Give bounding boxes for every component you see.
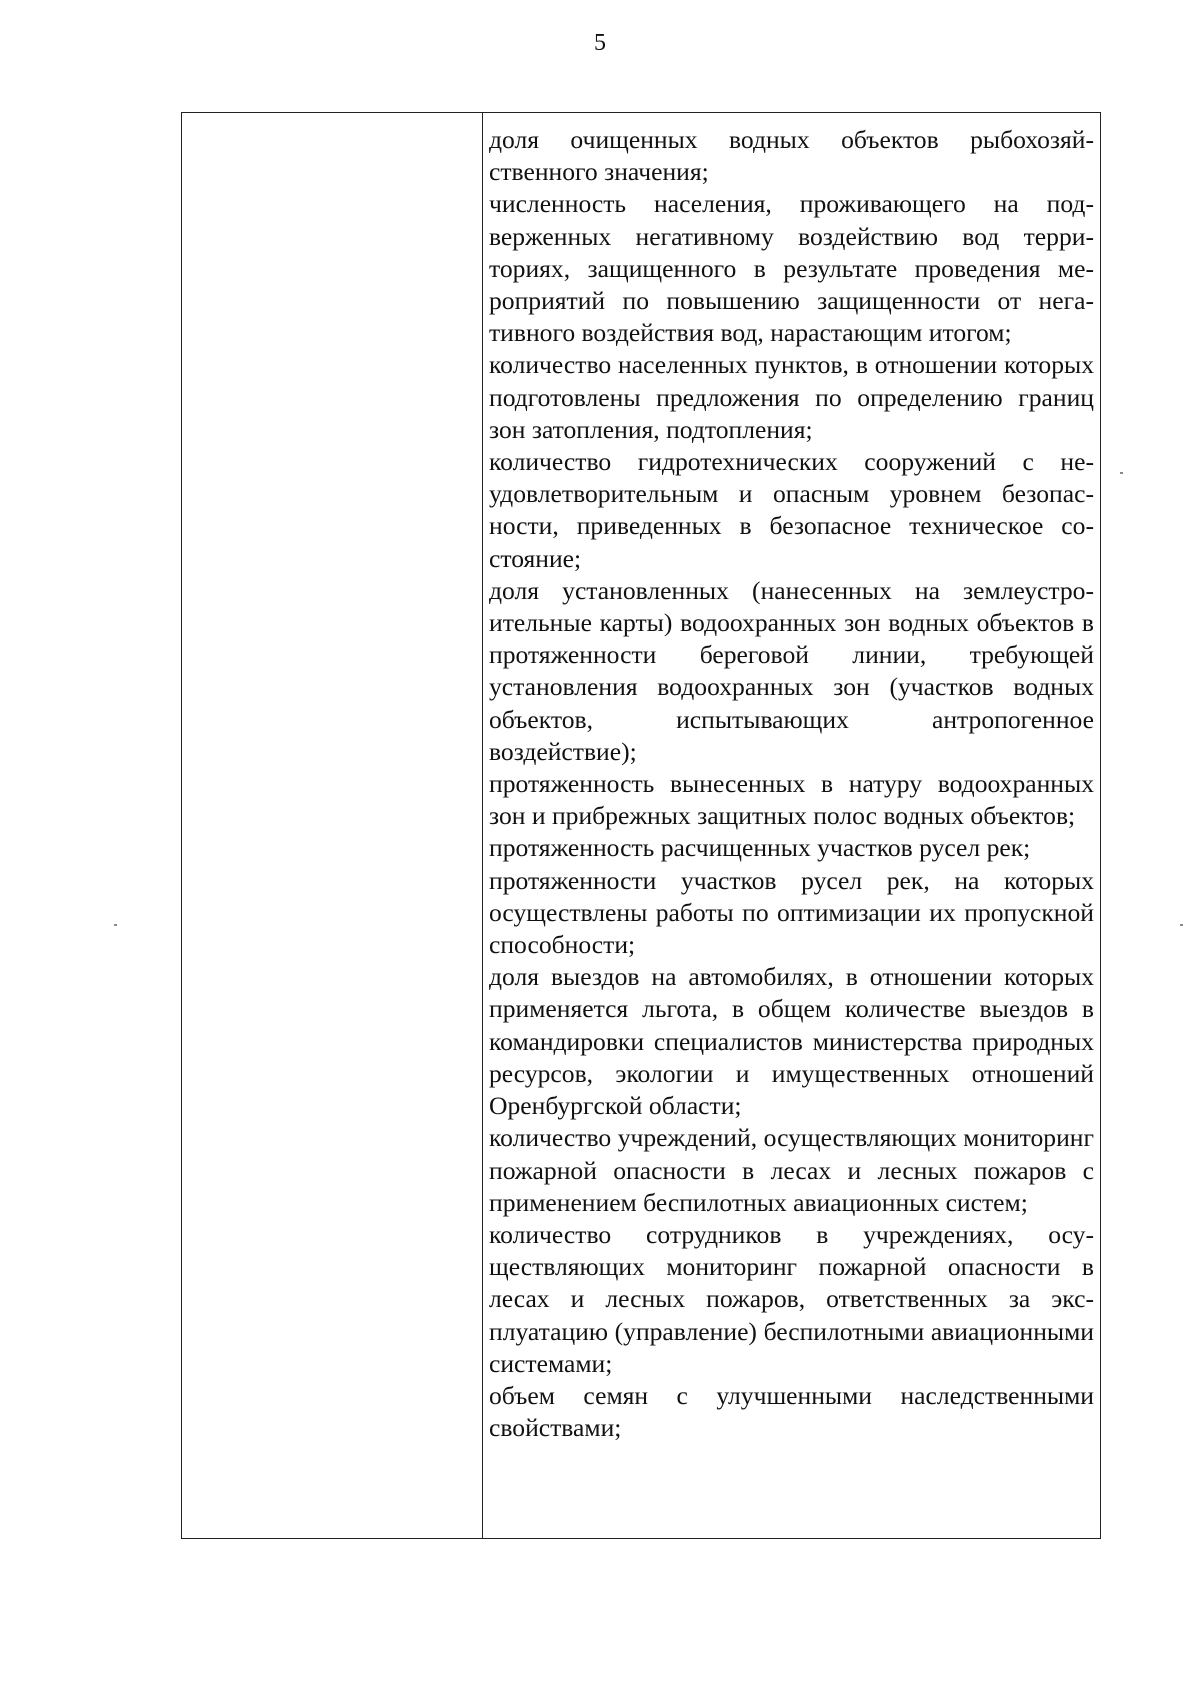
table-right-cell bbox=[483, 113, 1100, 1538]
list-item: объем семян с улучшенными наследственными свойствами; bbox=[489, 1380, 1094, 1443]
page-number: 5 bbox=[594, 30, 606, 56]
list-item: количество учреждений, осуществляющих мониторинг пожарной опасности в лесах и лесных пожаров с применением беспилотных авиационных систем; bbox=[489, 1123, 1094, 1217]
scan-speck bbox=[114, 924, 117, 926]
list-item: доля выездов на автомобилях, в отношении которых применяется льгота, в общем количестве выездов в командировки специалистов министерства природных ресурсов, экологии и имущественных отношений Оренбургской области; bbox=[489, 962, 1094, 1121]
list-item: доля установленных (нанесенных на землеустроительные карты) водоохранных зон водных объектов в протяженности береговой линии, требующей установления водоохранных зон (участков водных объектов, испытывающих антропогенное воздействие); bbox=[489, 575, 1094, 766]
list-item: количество населенных пунктов, в отношении которых подготовлены предложения по определению границ зон затопления, подтопления; bbox=[489, 350, 1094, 444]
list-item: численность населения, проживающего на подверженных негативному воздействию вод территориях, защищенного в результате проведения мероприятий по повышению защищенности от негативного воздействия вод, нарастающим итогом; bbox=[489, 189, 1094, 348]
list-item: протяженности участков русел рек, на которых осуществлены работы по оптимизации их пропускной способности; bbox=[489, 865, 1094, 960]
list-item: протяженность вынесенных в натуру водоохранных зон и прибрежных защитных полос водных объектов; bbox=[489, 769, 1094, 831]
list-item: количество гидротехнических сооружений с неудовлетворительным и опасным уровнем безопасности, приведенных в безопасное техническое состояние; bbox=[489, 447, 1094, 573]
indicators-table bbox=[181, 112, 1101, 1539]
scan-speck bbox=[1180, 924, 1183, 926]
list-item: количество сотрудников в учреждениях, осуществляющих мониторинг пожарной опасности в лесах и лесных пожаров, ответственных за эксплуатацию (управление) беспилотными авиационными системами; bbox=[489, 1219, 1094, 1378]
list-item: протяженность расчищенных участков русел рек; bbox=[489, 833, 1031, 863]
scan-speck bbox=[1120, 472, 1123, 474]
list-item: доля очищенных водных объектов рыбохозяйственного значения; bbox=[489, 125, 1094, 187]
table-left-cell bbox=[182, 113, 483, 1538]
